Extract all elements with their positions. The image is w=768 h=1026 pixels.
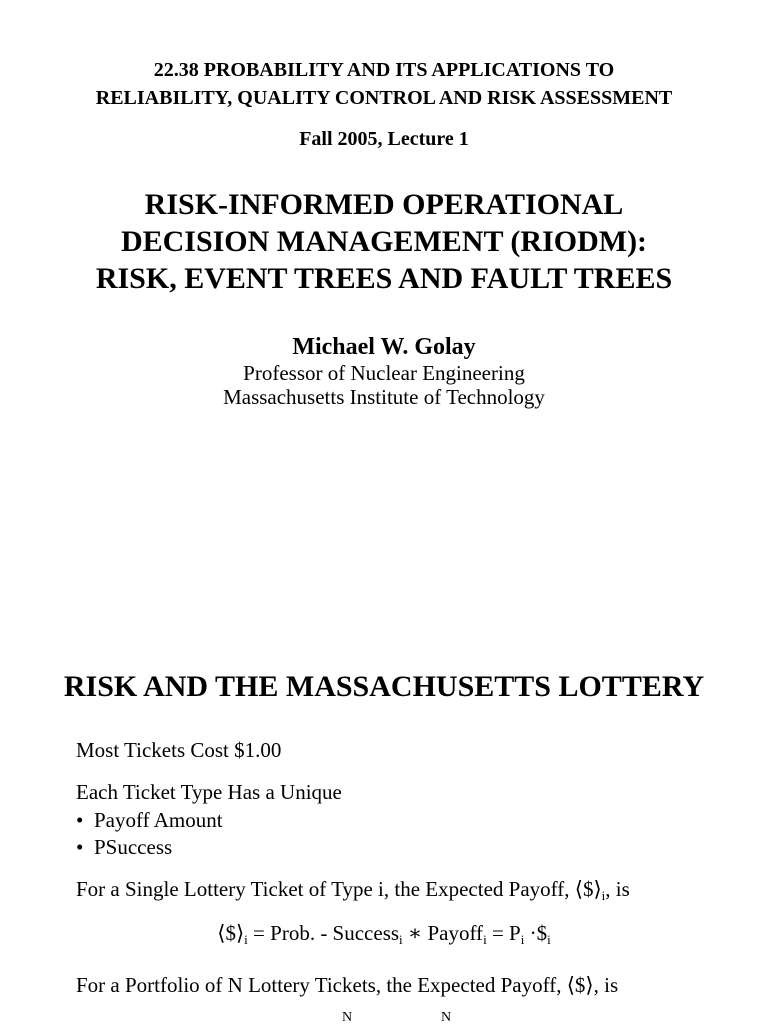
formula-term: ·$ bbox=[524, 921, 548, 945]
lecture-title-line-1: RISK-INFORMED OPERATIONAL bbox=[144, 188, 624, 221]
formula-term: = Prob. - Success bbox=[247, 921, 400, 945]
subscript: i bbox=[399, 932, 403, 947]
single-ticket-suffix: , is bbox=[605, 877, 630, 901]
expected-payoff-symbol: ⟨$⟩ bbox=[574, 877, 602, 901]
lecture-info: Fall 2005, Lecture 1 bbox=[299, 128, 469, 150]
single-ticket-prefix: For a Single Lottery Ticket of Type i, the Expected Payoff, bbox=[76, 877, 575, 901]
portfolio-prefix: For a Portfolio of N Lottery Tickets, the Expected Payoff, bbox=[76, 973, 567, 997]
subscript: i bbox=[601, 888, 606, 903]
lecture-title-line-3: RISK, EVENT TREES AND FAULT TREES bbox=[95, 262, 673, 295]
course-title-line-1: 22.38 PROBABILITY AND ITS APPLICATIONS TO bbox=[153, 59, 615, 81]
subscript: i bbox=[244, 932, 248, 947]
formula-lhs: ⟨$⟩ bbox=[217, 921, 245, 945]
bullet-mark: • bbox=[76, 808, 84, 832]
sum-upper-limit: N bbox=[342, 1010, 353, 1025]
section-title: RISK AND THE MASSACHUSETTS LOTTERY bbox=[63, 670, 705, 703]
author-name: Michael W. Golay bbox=[292, 334, 476, 360]
single-ticket-text bbox=[76, 876, 630, 909]
course-title-line-2: RELIABILITY, QUALITY CONTROL AND RISK ASSESSMENT bbox=[95, 87, 673, 109]
subscript: i bbox=[547, 932, 551, 947]
lecture-title-line-2: DECISION MANAGEMENT (RIODM): bbox=[120, 225, 648, 258]
expected-payoff-symbol: ⟨$⟩ bbox=[566, 973, 594, 997]
bullet-text: PSuccess bbox=[94, 835, 173, 859]
author-position: Professor of Nuclear Engineering bbox=[243, 361, 525, 385]
ticket-intro-text: Each Ticket Type Has a Unique bbox=[76, 780, 342, 804]
subscript: i bbox=[483, 932, 487, 947]
formula-term: ∗ Payoff bbox=[402, 921, 484, 945]
ticket-cost-text: Most Tickets Cost $1.00 bbox=[76, 738, 282, 762]
portfolio-text bbox=[76, 972, 618, 999]
subscript: i bbox=[520, 932, 525, 947]
formula-term: = P bbox=[486, 921, 521, 945]
bullet-item bbox=[76, 807, 223, 834]
bullet-text: Payoff Amount bbox=[94, 808, 223, 832]
portfolio-suffix: , is bbox=[593, 973, 619, 997]
bullet-mark: • bbox=[76, 835, 84, 859]
bullet-item bbox=[76, 834, 172, 861]
author-institution: Massachusetts Institute of Technology bbox=[223, 385, 545, 409]
expected-payoff-formula bbox=[0, 920, 768, 953]
sum-upper-limit: N bbox=[441, 1010, 452, 1025]
